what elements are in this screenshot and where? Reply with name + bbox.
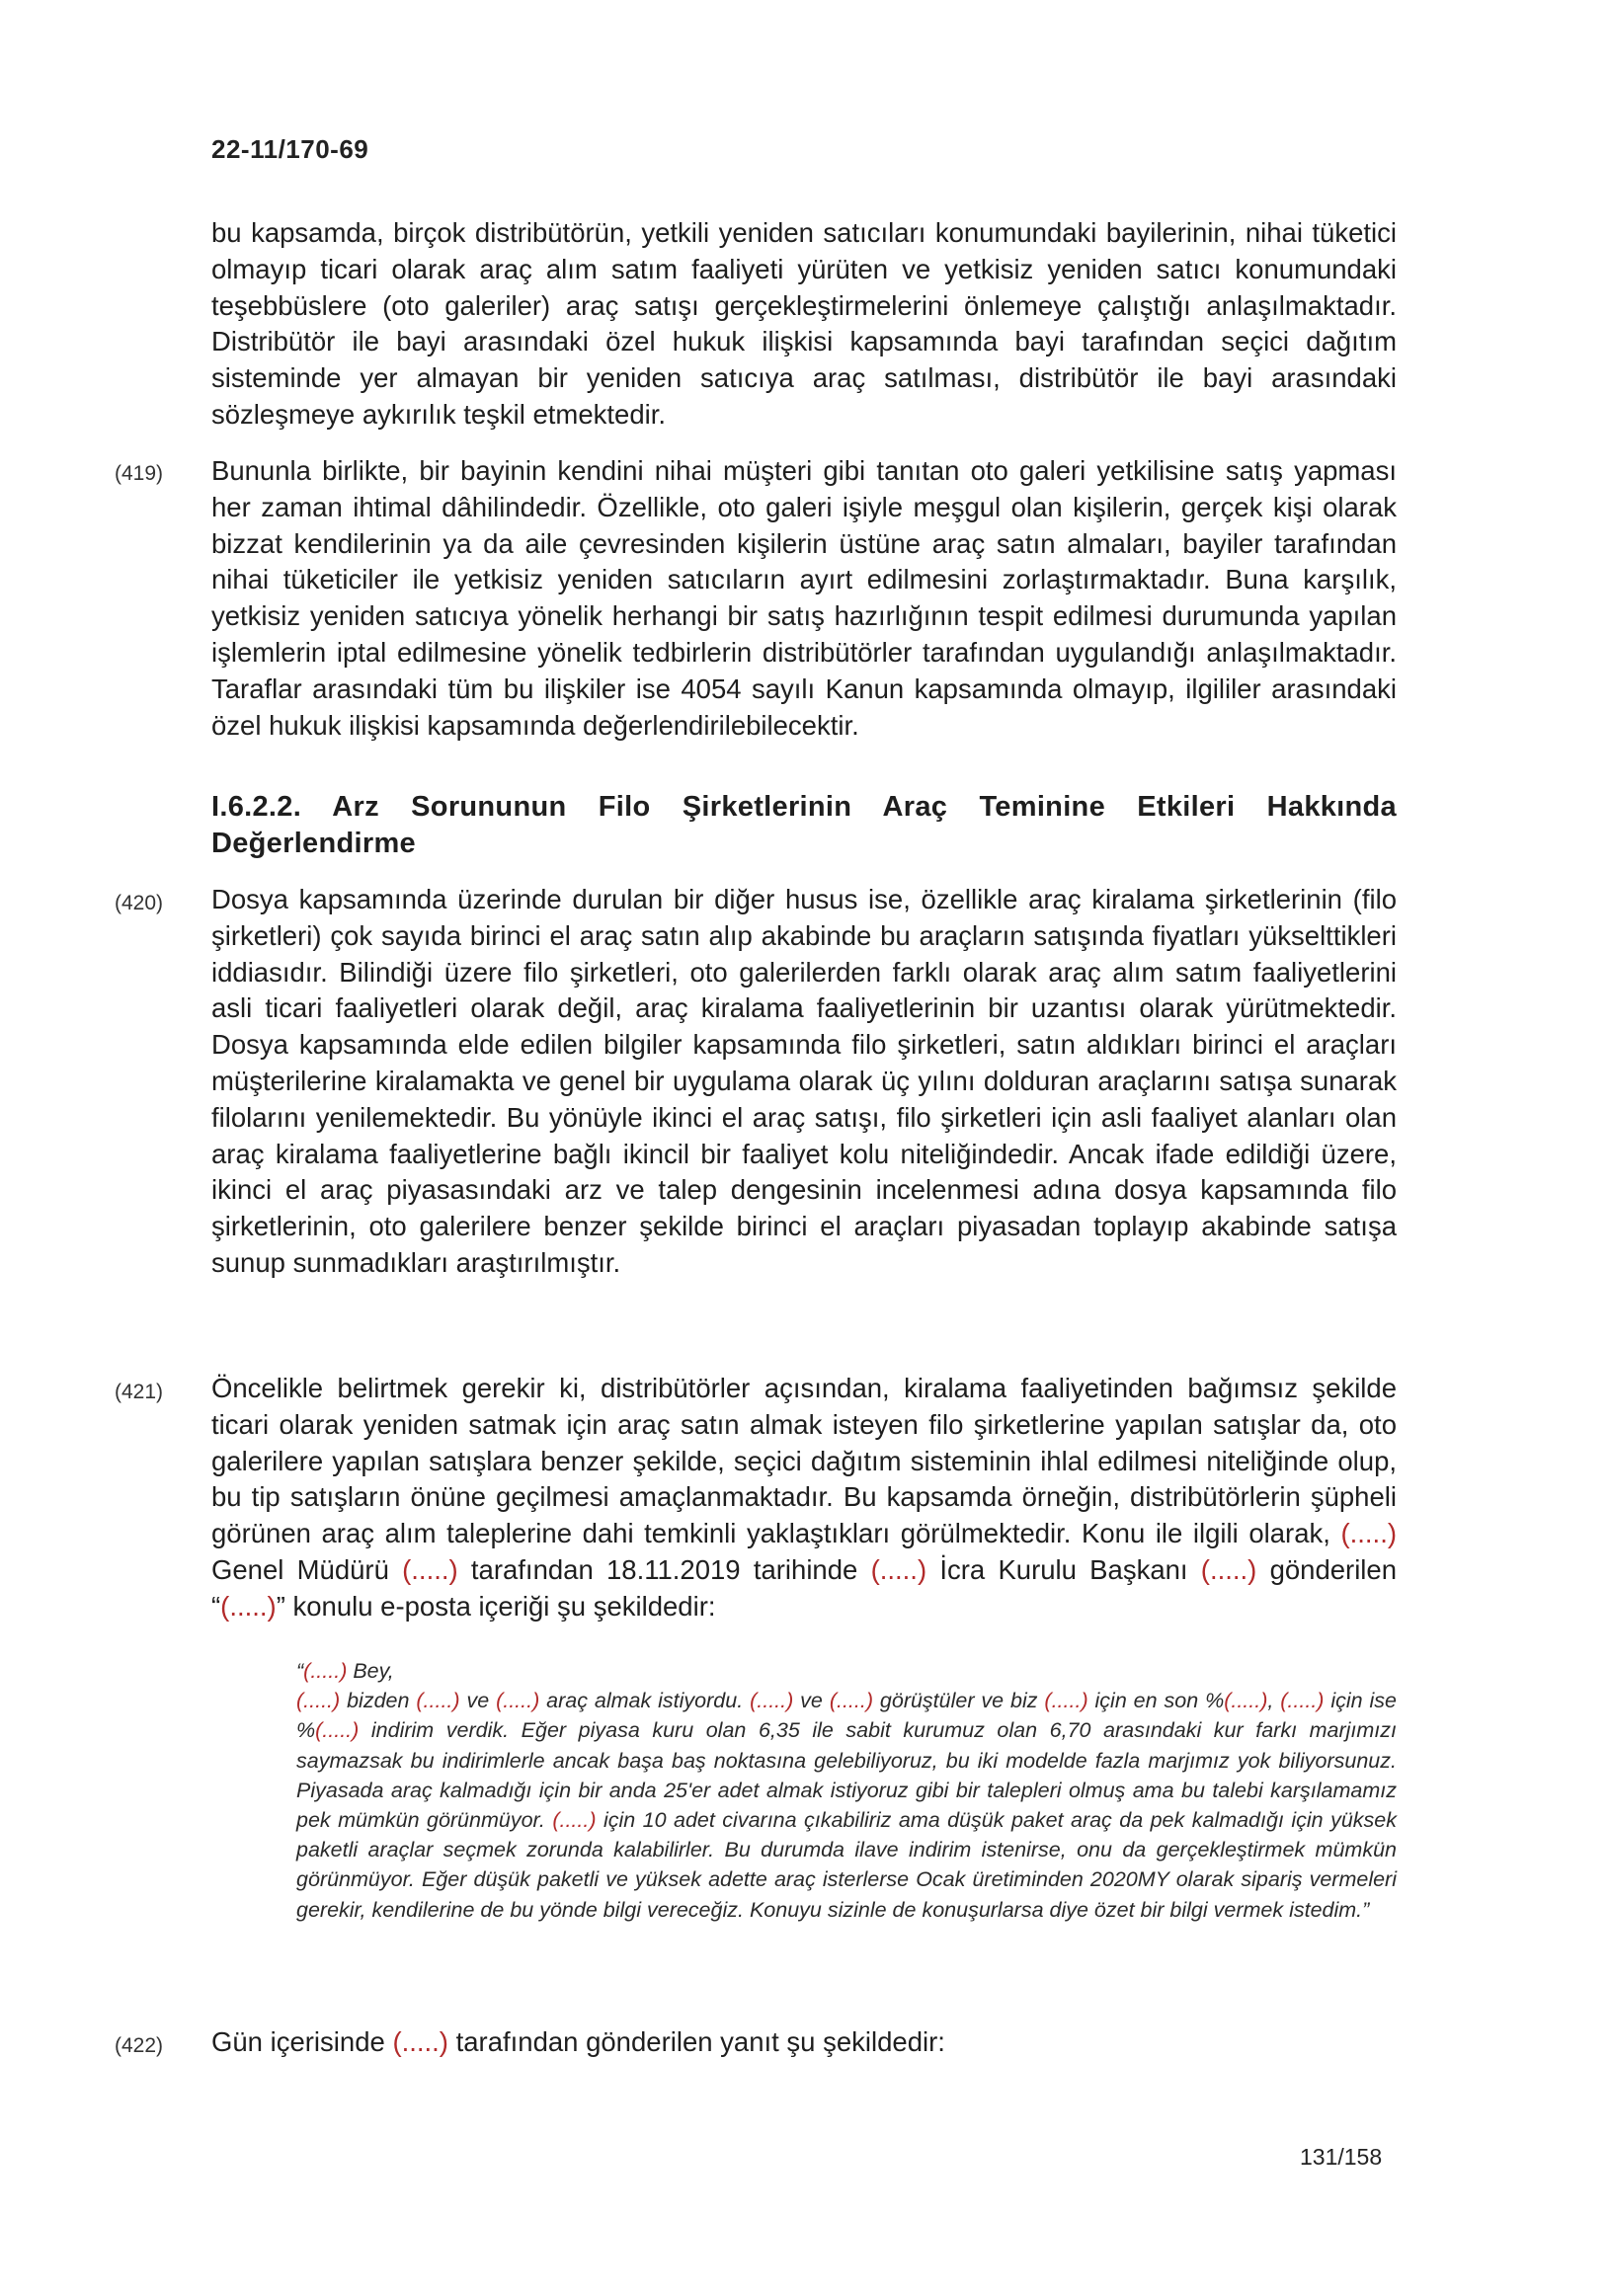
quote-text: ve bbox=[459, 1689, 497, 1713]
quote-text: bizden bbox=[340, 1689, 417, 1713]
paragraph-421-text: Öncelikle belirtmek gerekir ki, distribütörler açısından, kiralama faaliyetinden bağımsız şekilde ticari olarak yeniden satmak için araç satın almak isteyen filo şirketlerine yapılan satışlar da, oto galerilere yapılan satışlara benzer şekilde, seçici dağıtım sisteminin ihlal edilmesi niteliğinde olup, bu tip satışların önüne geçilmesi amaçlanmaktadır. Bu kapsamda örneğin, distribütörlerin şüpheli görünen araç alım taleplerine dahi temkinli yaklaştıkları görülmektedir. Konu ile ilgili olarak, bbox=[211, 1373, 1397, 1549]
redaction: (.....) bbox=[1280, 1689, 1325, 1713]
paragraph-422-text: Gün içerisinde bbox=[211, 2026, 393, 2057]
quote-text: ve bbox=[793, 1689, 830, 1713]
redaction: (.....) bbox=[496, 1689, 540, 1713]
quote-text: görüştüler ve biz bbox=[873, 1689, 1045, 1713]
redaction: (.....) bbox=[1044, 1689, 1088, 1713]
paragraph-422-text: tarafından gönderilen yanıt şu şekildedir: bbox=[447, 2026, 945, 2057]
redaction: (.....) bbox=[870, 1553, 927, 1585]
paragraph-420: Dosya kapsamında üzerinde durulan bir diğer husus ise, özellikle araç kiralama şirketlerinin (filo şirketleri) çok sayıda birinci el araç satın alıp akabinde bu araçların satışında fiyatları yükselttikleri iddiasıdır. Bilindiği üzere filo şirketleri, oto galerilerden farklı olarak araç alım satım faaliyetlerini asli ticari faaliyetleri olarak değil, araç kiralama faaliyetlerinin bir uzantısı olarak yürütmektedir. Dosya kapsamında elde edilen bilgiler kapsamında filo şirketleri, satın aldıkları birinci el araçları müşterilerine kiralamakta ve genel bir uygulama olarak üç yılını dolduran araçlarını satışa sunarak filolarını yenilemektedir. Bu yönüyle ikinci el araç satışı, filo şirketleri için asli faaliyet alanları olan araç kiralama faaliyetlerine bağlı ikincil bir faaliyet kolu niteliğindedir. Ancak ifade edildiği üzere, ikinci el araç piyasasındaki arz ve talep dengesinin incelenmesi adına dosya kapsamında filo şirketlerinin, oto galerilere benzer şekilde birinci el araçları piyasadan toplayıp akabinde satışa sunup sunmadıkları araştırılmıştır. bbox=[211, 884, 1397, 1278]
quote-text: , bbox=[1267, 1689, 1281, 1713]
paragraph-number-421: (421) bbox=[115, 1381, 164, 1403]
quote-text: Bey, bbox=[347, 1659, 394, 1683]
paragraph-421-text: İcra Kurulu Başkanı bbox=[926, 1553, 1201, 1585]
paragraph-421-text: ” konulu e-posta içeriği şu şekildedir: bbox=[276, 1590, 716, 1622]
redaction: (.....) bbox=[750, 1689, 794, 1713]
redaction: (.....) bbox=[416, 1689, 460, 1713]
paragraph-number-422: (422) bbox=[115, 2034, 164, 2057]
redaction: (.....) bbox=[392, 2026, 448, 2057]
quote-text: için 10 adet civarına çıkabiliriz ama düşük paket araç da pek kalmadığı için yüksek paketli araçlar seçmek zorunda kalabilirler. Bu durumda ilave indirim istenirse, onu da gerçekleştirmek mümkün görünmüyor. Eğer düşük paketli ve yüksek adette araç isterlerse Ocak üretiminden 2020MY olarak sipariş vermeleri gerekir, kendilerine de bu yönde bilgi vereceğiz. Konuyu sizinle de konuşurlarsa diye özet bir bilgi vermek istedim.” bbox=[296, 1808, 1397, 1922]
paragraph-number-420: (420) bbox=[115, 892, 164, 914]
redaction: (.....) bbox=[1200, 1553, 1257, 1585]
redaction: (.....) bbox=[296, 1689, 341, 1713]
quote-text: için en son % bbox=[1087, 1689, 1225, 1713]
paragraph-419: Bununla birlikte, bir bayinin kendini nihai müşteri gibi tanıtan oto galeri yetkilisine satış yapması her zaman ihtimal dâhilindedir. Özellikle, oto galeri işiyle meşgul olan kişilerin, gerçek kişi olarak bizzat kendilerinin ya da aile çevresinden kişilerin üstüne araç satın almaları, bayiler tarafından nihai tüketiciler ile yetkisiz yeniden satıcıların ayırt edilmesini zorlaştırmaktadır. Buna karşılık, yetkisiz yeniden satıcıya yönelik herhangi bir satış hazırlığının tespit edilmesi durumunda yapılan işlemlerin iptal edilmesine yönelik tedbirlerin distribütörler tarafından uygulandığı anlaşılmaktadır. Taraflar arasındaki tüm bu ilişkiler ise 4054 sayılı Kanun kapsamında olmayıp, ilgililer arasındaki özel hukuk ilişkisi kapsamında değerlendirilebilecektir. bbox=[211, 455, 1397, 741]
section-heading: I.6.2.2. Arz Sorununun Filo Şirketlerinin Araç Teminine Etkileri Hakkında Değerlendirme bbox=[211, 791, 1397, 859]
redaction: (.....) bbox=[315, 1718, 360, 1743]
redaction: (.....) bbox=[303, 1659, 348, 1683]
email-quote bbox=[296, 1656, 1397, 1925]
redaction: (.....) bbox=[829, 1689, 873, 1713]
paragraph-421-text: tarafından 18.11.2019 tarihinde bbox=[457, 1553, 871, 1585]
quote-text: için ise % bbox=[296, 1689, 1398, 1743]
redaction: (.....) bbox=[552, 1808, 597, 1833]
document-id: 22-11/170-69 bbox=[211, 134, 369, 164]
page-number: 131/158 bbox=[1300, 2144, 1383, 2170]
quote-text: indirim verdik. Eğer piyasa kuru olan 6,35 ile sabit kurumuz olan 6,70 arasındaki kur farkı marjımızı saymazsak bu indirimlerle ancak başa baş noktasına gelebiliyoruz, bu iki modelde fazla marjımız yok biliyorsunuz. Piyasada araç kalmadığı için bir anda 25'er adet almak istiyoruz gibi bir talepleri olmuş ama bu talebi karşılamamız pek mümkün görünmüyor. bbox=[296, 1718, 1397, 1833]
redaction: (.....) bbox=[1224, 1689, 1268, 1713]
paragraph-422 bbox=[211, 2024, 1397, 2061]
redaction: (.....) bbox=[402, 1553, 458, 1585]
paragraph-418-continuation: bu kapsamda, birçok distribütörün, yetkili yeniden satıcıları konumundaki bayilerinin, nihai tüketici olmayıp ticari olarak araç alım satım faaliyeti yürüten ve yetkisiz yeniden satıcı konumundaki teşebbüslere (oto galeriler) araç satışı gerçekleştirmelerini önlemeye çalıştığı anlaşılmaktadır. Distribütör ile bayi arasındaki özel hukuk ilişkisi kapsamında bayi tarafından seçici dağıtım sisteminde yer almayan bir yeniden satıcıya araç satılması, distribütör ile bayi arasındaki sözleşmeye aykırılık teşkil etmektedir. bbox=[211, 217, 1397, 430]
paragraph-421-text: gönderilen “ bbox=[211, 1553, 1398, 1622]
quote-text: araç almak istiyordu. bbox=[539, 1689, 751, 1713]
redaction: (.....) bbox=[1340, 1518, 1397, 1549]
quote-text: “ bbox=[296, 1659, 304, 1683]
paragraph-421 bbox=[211, 1371, 1397, 1625]
paragraph-number-419: (419) bbox=[115, 462, 164, 485]
paragraph-421-text: Genel Müdürü bbox=[211, 1553, 403, 1585]
redaction: (.....) bbox=[220, 1590, 277, 1622]
